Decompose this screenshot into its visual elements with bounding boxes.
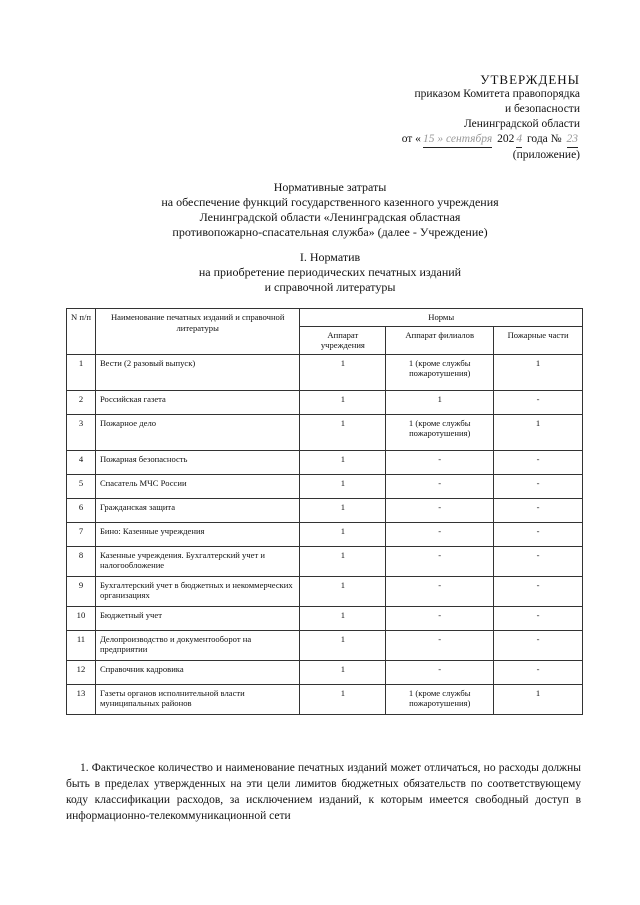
section-line: и справочной литературы [264, 280, 396, 294]
document-heading [110, 180, 550, 240]
row-fire-units: - [494, 630, 583, 660]
row-apparatus: 1 [300, 498, 386, 522]
footnote-text: 1. Фактическое количество и наименование печатных изданий может отличаться, но расходы должны быть в пределах утвержденных на эти цели лимитов бюджетных обязательств по соответствующему коду классификации расходов, за исключением изданий, к которым имеется свободный доступ в информационно-телекоммуникационной сети [66, 762, 581, 822]
row-apparatus: 1 [300, 684, 386, 714]
section-title: I. Норматив [299, 250, 361, 264]
table-row [67, 474, 583, 498]
row-name: Газеты органов исполнительной власти муниципальных районов [95, 684, 299, 714]
table-row [67, 450, 583, 474]
date-prefix: от « [401, 133, 421, 145]
row-apparatus: 1 [300, 522, 386, 546]
header-fire-units: Пожарные части [494, 326, 583, 354]
heading-title: Нормативные затраты [273, 180, 387, 194]
row-apparatus: 1 [300, 576, 386, 606]
row-number: 13 [67, 684, 96, 714]
row-fire-units: - [494, 390, 583, 414]
row-name: Бухгалтерский учет в бюджетных и некоммерческих организациях [95, 576, 299, 606]
row-number: 5 [67, 474, 96, 498]
row-apparatus: 1 [300, 546, 386, 576]
row-fire-units: - [494, 522, 583, 546]
approval-line: приказом Комитета правопорядка [414, 88, 580, 100]
row-number: 10 [67, 606, 96, 630]
section-line: на приобретение периодических печатных изданий [198, 265, 462, 279]
row-fire-units: - [494, 546, 583, 576]
date-blank: 15 » сентября [423, 132, 492, 148]
row-number: 1 [67, 354, 96, 390]
row-number: 9 [67, 576, 96, 606]
row-apparatus: 1 [300, 630, 386, 660]
section-heading [110, 250, 550, 295]
date-year: 202 [497, 133, 515, 145]
row-name: Пожарное дело [95, 414, 299, 450]
row-branches: 1 [386, 390, 494, 414]
row-branches: - [386, 522, 494, 546]
row-branches: - [386, 450, 494, 474]
year-blank: 4 [516, 132, 522, 148]
approval-line: Ленинградской области [463, 118, 580, 130]
row-name: Бюджетный учет [95, 606, 299, 630]
approval-appendix: (приложение) [512, 149, 580, 161]
header-name: Наименование печатных изданий и справочной литературы [95, 309, 299, 355]
header-apparatus: Аппарат учреждения [300, 326, 386, 354]
table-row [67, 606, 583, 630]
table-row [67, 660, 583, 684]
row-number: 7 [67, 522, 96, 546]
row-number: 8 [67, 546, 96, 576]
row-branches: - [386, 474, 494, 498]
header-branches: Аппарат филиалов [386, 326, 494, 354]
row-number: 4 [67, 450, 96, 474]
row-name: Спасатель МЧС России [95, 474, 299, 498]
row-fire-units: - [494, 498, 583, 522]
row-apparatus: 1 [300, 414, 386, 450]
norms-table [66, 308, 583, 715]
table-row [67, 546, 583, 576]
table-row [67, 390, 583, 414]
table-row [67, 684, 583, 714]
row-number: 11 [67, 630, 96, 660]
row-branches: - [386, 576, 494, 606]
row-name: Вести (2 разовый выпуск) [95, 354, 299, 390]
approval-line: и безопасности [504, 103, 580, 115]
row-number: 3 [67, 414, 96, 450]
row-name: Российская газета [95, 390, 299, 414]
date-suffix: года № [526, 133, 562, 145]
heading-line: на обеспечение функций государственного казенного учреждения [161, 195, 499, 209]
row-name: Гражданская защита [95, 498, 299, 522]
row-number: 6 [67, 498, 96, 522]
header-num: N п/п [67, 309, 96, 355]
row-branches: 1 (кроме службы пожаротушения) [386, 354, 494, 390]
row-name: Пожарная безопасность [95, 450, 299, 474]
row-fire-units: - [494, 660, 583, 684]
row-number: 2 [67, 390, 96, 414]
row-name: Бино: Казенные учреждения [95, 522, 299, 546]
approval-date [340, 132, 580, 148]
heading-line: Ленинградской области «Ленинградская областная [199, 210, 461, 224]
heading-line: противопожарно-спасательная служба» (далее - Учреждение) [172, 225, 488, 239]
header-norms: Нормы [300, 309, 583, 327]
row-branches: - [386, 606, 494, 630]
approval-stamp [340, 72, 580, 163]
row-apparatus: 1 [300, 606, 386, 630]
row-name: Делопроизводство и документооборот на предприятии [95, 630, 299, 660]
table-row [67, 414, 583, 450]
row-fire-units: 1 [494, 414, 583, 450]
row-apparatus: 1 [300, 450, 386, 474]
table-row [67, 576, 583, 606]
row-apparatus: 1 [300, 390, 386, 414]
row-branches: - [386, 630, 494, 660]
table-row [67, 630, 583, 660]
row-fire-units: 1 [494, 684, 583, 714]
row-fire-units: 1 [494, 354, 583, 390]
number-blank: 23 [567, 132, 579, 148]
table-row [67, 354, 583, 390]
row-apparatus: 1 [300, 474, 386, 498]
row-name: Казенные учреждения. Бухгалтерский учет и налогообложение [95, 546, 299, 576]
row-apparatus: 1 [300, 660, 386, 684]
row-fire-units: - [494, 576, 583, 606]
table-row [67, 498, 583, 522]
row-branches: - [386, 660, 494, 684]
table-row [67, 522, 583, 546]
row-branches: - [386, 546, 494, 576]
approval-title: УТВЕРЖДЕНЫ [480, 72, 580, 87]
row-branches: - [386, 498, 494, 522]
footnote [66, 760, 581, 824]
row-branches: 1 (кроме службы пожаротушения) [386, 414, 494, 450]
row-fire-units: - [494, 474, 583, 498]
row-fire-units: - [494, 606, 583, 630]
row-name: Справочник кадровика [95, 660, 299, 684]
row-fire-units: - [494, 450, 583, 474]
row-apparatus: 1 [300, 354, 386, 390]
row-number: 12 [67, 660, 96, 684]
row-branches: 1 (кроме службы пожаротушения) [386, 684, 494, 714]
